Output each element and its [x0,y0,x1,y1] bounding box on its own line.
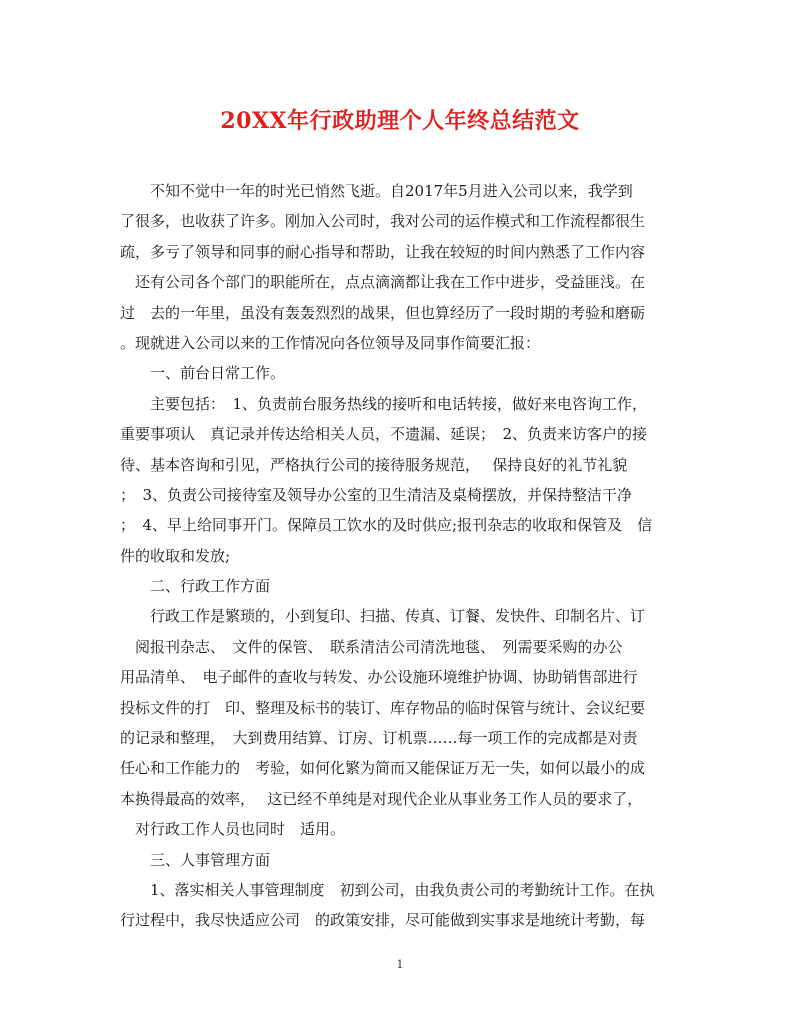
body-text-line: 本换得最高的效率， 这已经不单纯是对现代企业从事业务工作人员的要求了， [120,789,643,808]
body-text-line: 的记录和整理， 大到费用结算、订房、订机票……每一项工作的完成都是对责 [120,729,638,748]
body-text-line: 件的收取和发放; [120,546,231,565]
body-text-line: ； 3、负责公司接待室及领导办公室的卫生清洁及桌椅摆放，并保持整洁干净 [120,485,633,504]
body-text-line: 1、落实相关人事管理制度 初到公司，由我负责公司的考勤统计工作。在执 [120,880,655,899]
page-number: 1 [396,958,404,971]
body-text-line: 一、前台日常工作。 [120,364,286,383]
body-text-line: 不知不觉中一年的时光已悄然飞逝。自2017年5月进入公司以来，我学到 [120,182,633,200]
body-text-line: 行过程中，我尽快适应公司 的政策安排，尽可能做到实事求是地统计考勤，每 [120,911,646,930]
body-text-line: 用品清单、 电子邮件的查收与转发、办公设施环境维护协调、协助销售部进行 [120,668,638,687]
body-text-line: 。现就进入公司以来的工作情况向各位领导及同事作简要汇报： [120,333,541,352]
body-text-line: 重要事项认 真记录并传达给相关人员，不遗漏、延误； 2、负责来访客户的接 [120,425,648,444]
body-text-line: 投标文件的打 印、整理及标书的装订、库存物品的临时保管与统计、会议纪要 [120,698,646,717]
document-title: 20XX年行政助理个人年终总结范文 [220,108,580,134]
body-text-line: 对行政工作人员也同时 适用。 [120,820,346,839]
body-text-line: 阅报刊杂志、 文件的保管、 联系清洁公司清洗地毯、 列需要采购的办公 [120,637,623,656]
body-text-line: 二、行政工作方面 [120,577,271,596]
body-text-line: 任心和工作能力的 考验，如何化繁为简而又能保证万无一失，如何以最小的成 [120,759,646,778]
document-body [120,176,676,936]
body-text-line: 待、基本咨询和引见，严格执行公司的接待服务规范， 保持良好的礼节礼貌 [120,455,628,474]
body-text-line: 三、人事管理方面 [120,850,271,869]
body-text-line: ； 4、早上给同事开门。保障员工饮水的及时供应;报刊杂志的收取和保管及 信 [120,516,653,535]
body-text-line: 了很多，也收获了许多。刚加入公司时，我对公司的运作模式和工作流程都很生 [120,212,646,231]
body-text-line: 疏，多亏了领导和同事的耐心指导和帮助，让我在较短的时间内熟悉了工作内容 [120,242,646,261]
body-text-line: 还有公司各个部门的职能所在，点点滴滴都让我在工作中进步，受益匪浅。在 [120,273,646,292]
body-text-line: 主要包括： 1、负责前台服务热线的接听和电话转接，做好来电咨询工作， [120,394,648,413]
body-text-line: 过 去的一年里，虽没有轰轰烈烈的战果，但也算经历了一段时期的考验和磨砺 [120,303,646,322]
body-text-line: 行政工作是繁琐的，小到复印、扫描、传真、订餐、发快件、印制名片、订 [120,607,646,626]
